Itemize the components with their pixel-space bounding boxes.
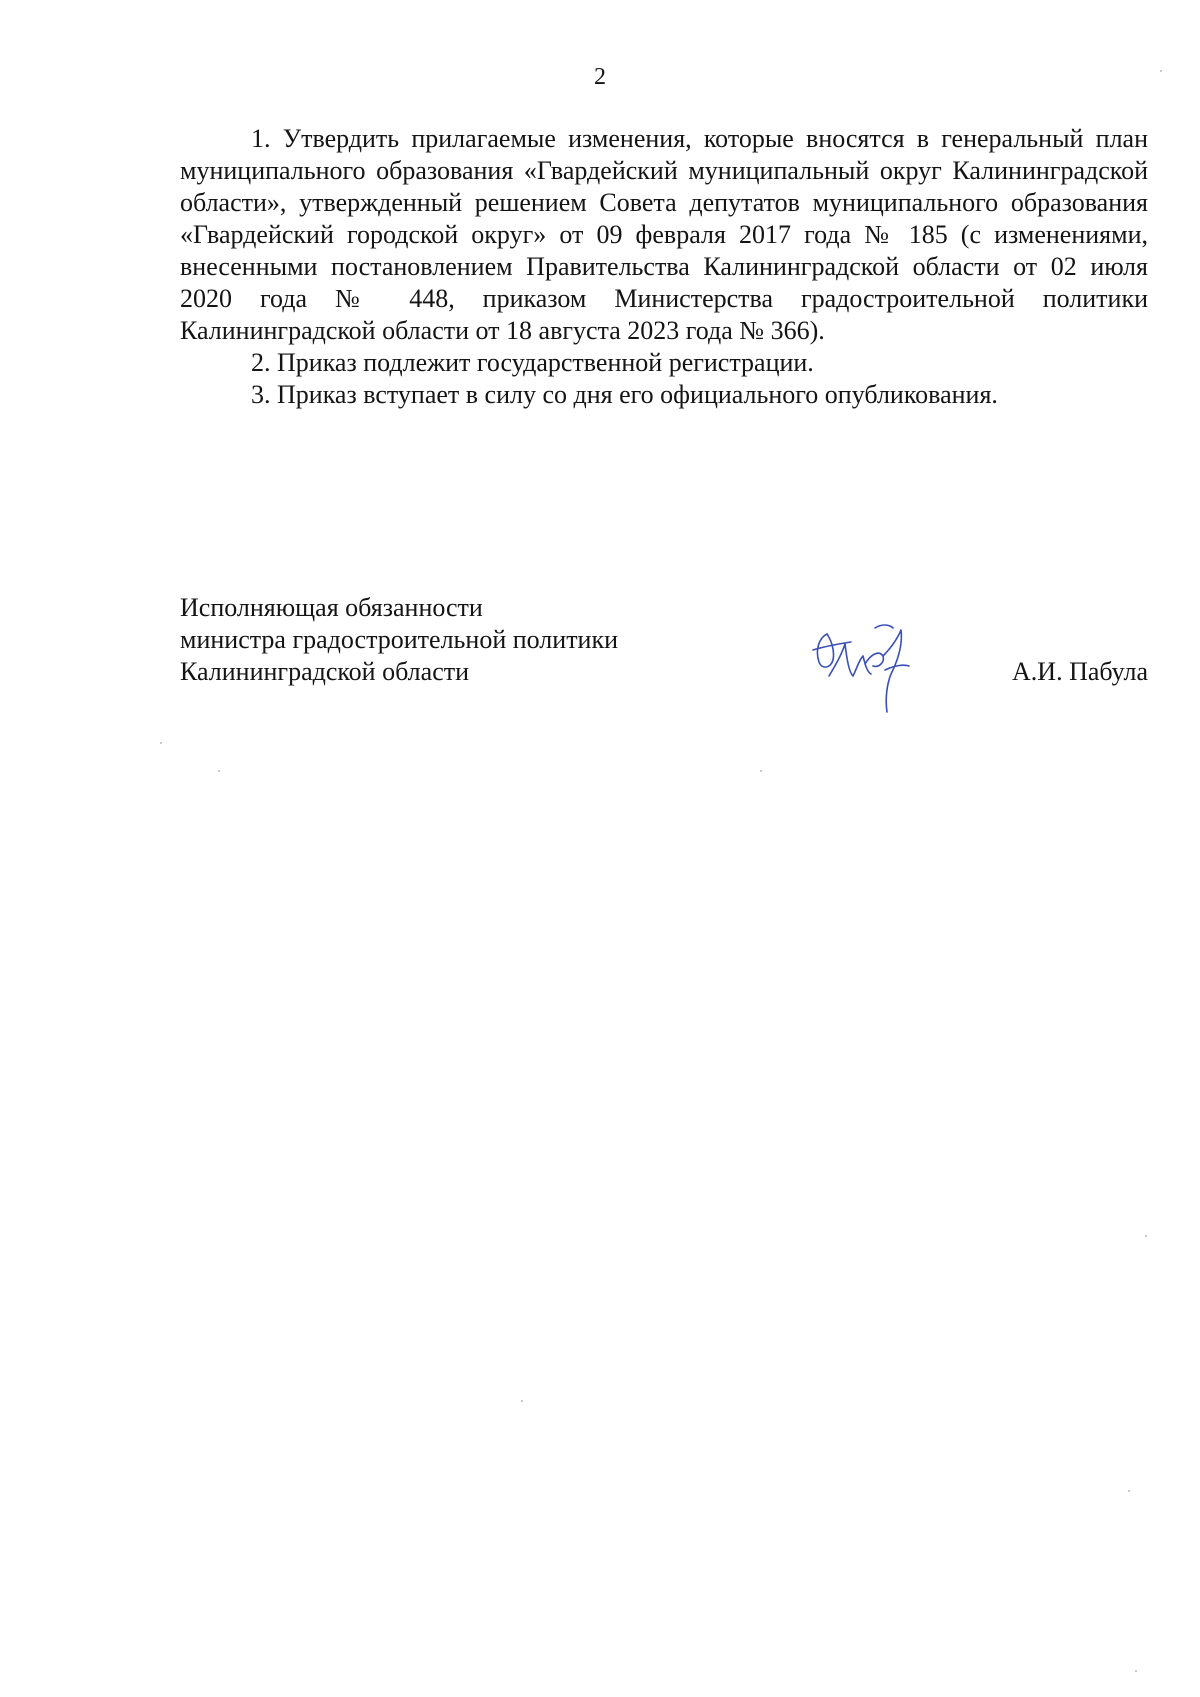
scan-speck: [760, 770, 762, 772]
paragraph-entry-into-force: 3. Приказ вступает в силу со дня его официального опубликования.: [251, 380, 998, 409]
signatory-title-line: Исполняющая обязанности: [180, 593, 483, 622]
scan-speck: [160, 742, 162, 744]
signatory-title: [180, 592, 740, 688]
signatory-title-line: министра градостроительной политики: [180, 625, 619, 654]
scan-speck: [521, 1400, 523, 1402]
signature-block: [180, 592, 1148, 722]
scan-speck: [1160, 70, 1162, 72]
signatory-name: А.И. Пабула: [1012, 657, 1148, 686]
handwritten-signature-icon: [805, 620, 915, 720]
signatory-title-line: Калининградской области: [180, 657, 470, 686]
paragraph-approve-changes: 1. Утвердить прилагаемые изменения, которые вносятся в генеральный план муниципального образования «Гвардейский муниципальный округ Калининградской области», утвержденный решением Совета депутатов муниципального образования «Гвардейский городской округ» от 09 февраля 2017 года № 185 (с изменениями, внесенными постановлением Правительства Калининградской области от 02 июля 2020 года № 448, приказом Министерства градостроительной политики Калининградской области от 18 августа 2023 года № 366).: [180, 124, 1148, 345]
scan-speck: [1135, 1670, 1137, 1672]
order-body: [180, 123, 1148, 411]
page-number: 2: [594, 64, 606, 90]
scan-speck: [1145, 1235, 1147, 1237]
scan-speck: [218, 770, 220, 772]
paragraph-registration: 2. Приказ подлежит государственной регистрации.: [251, 348, 814, 377]
scan-speck: [1128, 1490, 1130, 1492]
